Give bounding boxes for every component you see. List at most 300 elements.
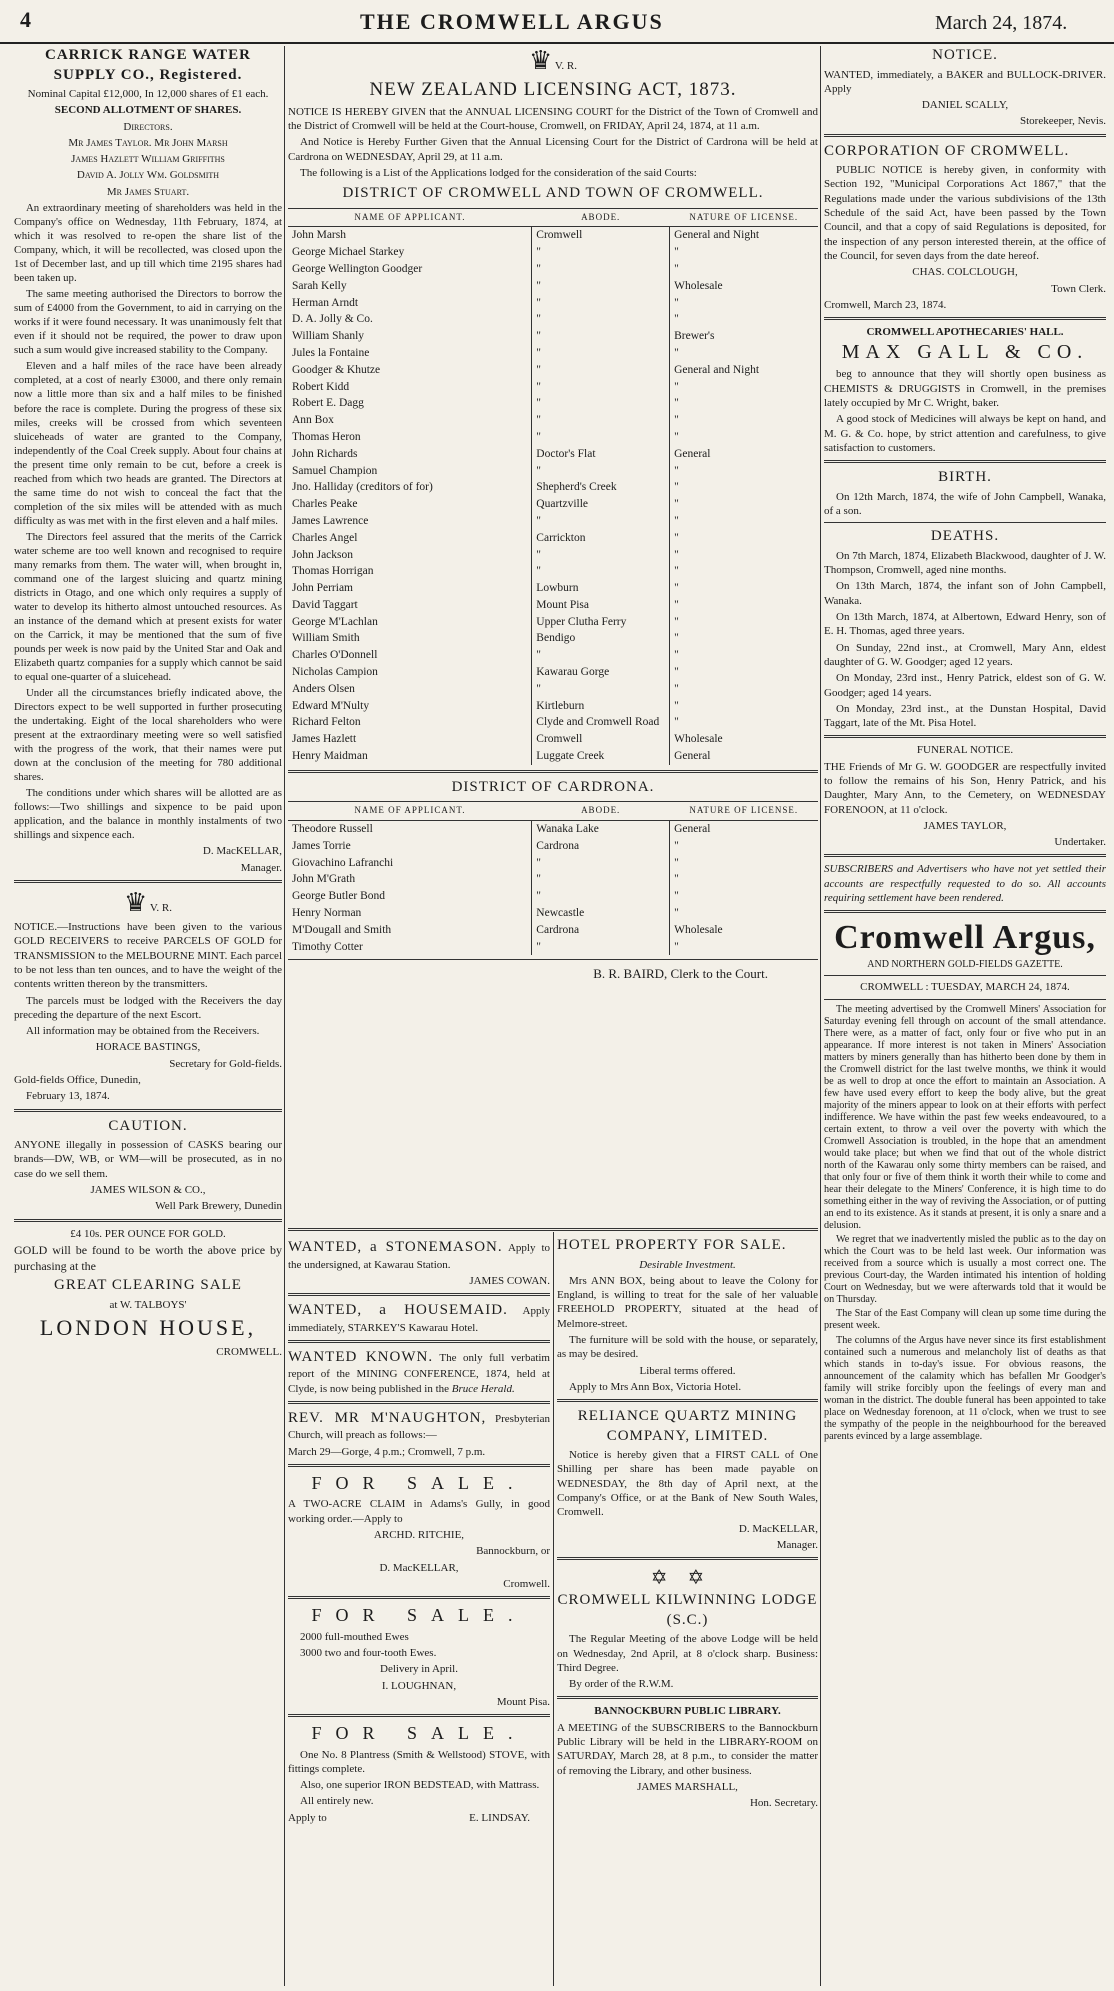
- caution-signature: JAMES WILSON & CO.,: [90, 1184, 206, 1197]
- forsale-line: 2000 full-mouthed Ewes: [300, 1630, 409, 1643]
- cell-nature: Wholesale: [670, 922, 818, 939]
- cell-abode: Mount Pisa: [532, 597, 670, 614]
- hotel-text: Apply to Mrs Ann Box, Victoria Hotel.: [569, 1380, 742, 1393]
- divider: [288, 1464, 550, 1467]
- forsale-text: A TWO-ACRE CLAIM in Adams's Gully, in good working order.—Apply to: [288, 1498, 550, 1525]
- talboys: at W. TALBOYS': [109, 1298, 187, 1311]
- table-row: [288, 261, 818, 278]
- wanted-text: Apply immediately, STARKEY'S Kawarau Hotel.: [288, 1305, 550, 1334]
- table-row: [288, 681, 818, 698]
- col-header: ABODE.: [532, 802, 670, 821]
- crest-letters: V. R.: [149, 902, 172, 915]
- corp-heading: CORPORATION OF CROMWELL.: [824, 142, 1070, 159]
- cell-nature: ": [670, 547, 818, 564]
- cell-abode: ": [532, 939, 670, 956]
- table-row: [288, 547, 818, 564]
- carrick-allotment: SECOND ALLOTMENT OF SHARES.: [54, 104, 242, 117]
- forsale-heading: FOR SALE.: [311, 1473, 527, 1494]
- cell-name: George Butler Bond: [292, 890, 386, 903]
- carrick-paragraph: Eleven and a half miles of the race have been already completed, at a cost of nearly £3000, and there only remain now a little more than six and a half miles to be finished before the race is complete. During the progress of these six miles, creeks will be crossed from which seventeen sluiceheads of water are granted to the Company, independently of the Coal Creek supply. About four chains at the present time only remain to be cut, before a creek is reached from which two heads are granted. The Directors at the same time do not wish to conceal the fact that the completion of the six miles will be attended with as much difficulty as was met with in the first eleven and a half miles.: [14, 360, 282, 527]
- cell-abode: ": [532, 647, 670, 664]
- forsale-text: One No. 8 Plantress (Smith & Wellstood) STOVE, with fittings complete.: [288, 1748, 550, 1775]
- cell-abode: ": [532, 328, 670, 345]
- cell-abode: Cromwell: [532, 227, 670, 244]
- cell-name: Timothy Cotter: [292, 940, 363, 953]
- notice-heading: NOTICE.: [932, 47, 998, 63]
- wanted-text: Apply to the undersigned, at Kawarau Station.: [288, 1242, 550, 1271]
- library-text: A MEETING of the SUBSCRIBERS to the Bannockburn Public Library will be held in the LIBRARY-ROOM on SATURDAY, March 28, at 8 p.m., to consider the matter of removing the Library, and other business.: [557, 1721, 818, 1777]
- cell-abode: ": [532, 563, 670, 580]
- forsale-apply: [288, 1811, 550, 1825]
- cell-abode: ": [532, 871, 670, 888]
- apoth-heading: CROMWELL APOTHECARIES' HALL.: [866, 326, 1064, 339]
- kilwinning-text: The Regular Meeting of the above Lodge will be held on Wednesday, 2nd April, at 8 o'clock sharp. Business: Third Degree.: [557, 1633, 818, 1674]
- death-item: On 7th March, 1874, Elizabeth Blackwood, daughter of J. W. Thompson, Cromwell, aged nine months.: [824, 549, 1106, 577]
- cell-name: Herman Arndt: [292, 296, 359, 309]
- editorial-paragraph: The meeting advertised by the Cromwell Miners' Association for Saturday evening fell through on account of the small attendance. There were, as a matter of fact, only four or five who put in an appearance. If more interest is not taken in Miners' Association matters by miners generally than has hitherto been done by them in the Cromwell district for the last twelve months, we think it would be as well to drop at once the effort to maintain an Association. A few have used every effort to keep the body alive, but the great majority of the miners appear to look on at their efforts with perfect indifference. We have within the past few weeks endeavoured, to a certain extent, to throw a veil over the poverty with which the Cromwell Association is troubled, in the hope that an amendment would take place; but when we find that out of the whole district north of the Kawarau only some thirty members can be raised, and that only four or five of them think it worth their while to come and hear their delegate to the Miners' Conference, it is high time to do something either in the way of reviving the Association, or of putting an end to its existence. As it stands at present, it is only a snare and a delusion.: [824, 1003, 1106, 1232]
- table-row: [288, 227, 818, 244]
- cell-abode: ": [532, 345, 670, 362]
- column-rule: [284, 46, 285, 1986]
- table-row: [288, 244, 818, 261]
- cell-name: John Marsh: [292, 229, 346, 242]
- hotel-sub: Desirable Investment.: [639, 1258, 736, 1271]
- table-row: [288, 311, 818, 328]
- argus-sub: AND NORTHERN GOLD-FIELDS GAZETTE.: [867, 959, 1063, 971]
- cell-name: Henry Maidman: [292, 750, 368, 763]
- col-header: NAME OF APPLICANT.: [288, 208, 532, 227]
- table-row: [288, 838, 818, 855]
- director-line: Mr James Stuart.: [106, 185, 190, 198]
- table-row: [288, 821, 818, 838]
- cell-abode: ": [532, 362, 670, 379]
- licensing-title: NEW ZEALAND LICENSING ACT, 1873.: [369, 79, 737, 100]
- cell-nature: ": [670, 412, 818, 429]
- cell-nature: ": [670, 513, 818, 530]
- cell-abode: Newcastle: [532, 905, 670, 922]
- forsale-line: 3000 two and four-tooth Ewes.: [300, 1646, 437, 1659]
- forsale-heading: FOR SALE.: [311, 1605, 527, 1626]
- wanted-housemaid: [288, 1301, 550, 1335]
- divider: [288, 1714, 550, 1717]
- table-row: [288, 530, 818, 547]
- cell-name: George M'Lachlan: [292, 615, 378, 628]
- editorial-paragraph: The Star of the East Company will clean up some time during the present week.: [824, 1308, 1106, 1332]
- cell-abode: ": [532, 855, 670, 872]
- corp-signature: CHAS. COLCLOUGH,: [912, 266, 1018, 279]
- cell-abode: Quartzville: [532, 496, 670, 513]
- cell-nature: ": [670, 647, 818, 664]
- paper-title: THE CROMWELL ARGUS: [360, 9, 664, 34]
- wanted-heading: WANTED, a HOUSEMAID.: [288, 1302, 508, 1319]
- cell-name: Jno. Halliday (creditors of for): [292, 481, 433, 494]
- cell-name: Robert Kidd: [292, 380, 350, 393]
- cell-nature: ": [670, 463, 818, 480]
- cell-name: Samuel Champion: [292, 464, 378, 477]
- wanted-known: [288, 1348, 550, 1396]
- cell-nature: ": [670, 429, 818, 446]
- forsale-sign: I. LOUGHNAN,: [381, 1679, 457, 1692]
- cell-name: George Michael Starkey: [292, 246, 405, 259]
- crest-letters: V. R.: [554, 60, 577, 72]
- forsale-sign: D. MacKELLAR,: [379, 1561, 459, 1574]
- cell-abode: ": [532, 513, 670, 530]
- cell-nature: Brewer's: [670, 328, 818, 345]
- wanted-text: The only full verbatim report of the MINING CONFERENCE, 1874, held at Clyde, is now being published in the: [288, 1351, 550, 1395]
- cell-nature: ": [670, 530, 818, 547]
- col-header: NATURE OF LICENSE.: [670, 208, 818, 227]
- table-row: [288, 395, 818, 412]
- forsale-sign: Bannockburn, or: [476, 1545, 550, 1558]
- cell-nature: ": [670, 871, 818, 888]
- royal-crest: [14, 888, 282, 918]
- cell-abode: ": [532, 412, 670, 429]
- reliance-signature: D. MacKELLAR,: [738, 1522, 818, 1535]
- caution-notice: [14, 1117, 282, 1214]
- director-line: James Hazlett William Griffiths: [71, 153, 225, 166]
- col-header: NAME OF APPLICANT.: [288, 802, 532, 821]
- cell-name: John Perriam: [292, 582, 354, 595]
- cell-nature: ": [670, 261, 818, 278]
- apoth-text: A good stock of Medicines will always be kept on hand, and M. G. & Co. hope, by strict attention and carefulness, to give satisfaction to customers.: [824, 413, 1106, 454]
- paper-name: Bruce Herald.: [451, 1382, 515, 1395]
- apoth-text: beg to announce that they will shortly open business as CHEMISTS & DRUGGISTS in Cromwell, in the premises lately occupied by Mr C. Wright, baker.: [824, 368, 1106, 410]
- carrick-advert: [14, 46, 282, 875]
- royal-crest: [288, 46, 818, 76]
- cell-name: Jules la Fontaine: [292, 346, 370, 359]
- col-header: ABODE.: [532, 208, 670, 227]
- cell-abode: ": [532, 395, 670, 412]
- cell-name: Theodore Russell: [292, 823, 373, 836]
- cell-nature: ": [670, 496, 818, 513]
- table-row: [288, 479, 818, 496]
- directors-heading: Directors.: [123, 120, 173, 133]
- cell-name: Charles Angel: [292, 531, 358, 544]
- death-item: On 13th March, 1874, the infant son of John Campbell, Wanaka.: [824, 580, 1106, 607]
- cell-nature: Wholesale: [670, 731, 818, 748]
- london-text: GOLD will be found to be worth the above price by purchasing at the: [14, 1242, 282, 1273]
- table-row: [288, 748, 818, 765]
- divider: [824, 460, 1106, 463]
- cell-abode: ": [532, 681, 670, 698]
- cell-nature: ": [670, 939, 818, 956]
- cell-nature: ": [670, 905, 818, 922]
- funeral-text: THE Friends of Mr G. W. GOODGER are respectfully invited to follow the remains of his Son, Henry Patrick, and his Daughter, Mary Ann, to the Cemetery, on WEDNESDAY FORENOON, at 11 o'clock.: [824, 760, 1106, 816]
- table-row: [288, 563, 818, 580]
- cell-abode: ": [532, 311, 670, 328]
- cell-name: Thomas Horrigan: [292, 565, 374, 578]
- reliance-text: Notice is hereby given that a FIRST CALL of One Shilling per share has been made payable on WEDNESDAY, the 8th day of April next, at the Company's Office, or at the Bank of New South Wales, Cromwell.: [557, 1449, 818, 1519]
- divider: [557, 1557, 818, 1560]
- london-house-advert: [14, 1227, 282, 1359]
- table-row: [288, 905, 818, 922]
- table-row: [288, 379, 818, 396]
- cell-nature: ": [670, 580, 818, 597]
- wanted-heading: WANTED, a STONEMASON.: [288, 1239, 503, 1255]
- cell-nature: General and Night: [670, 227, 818, 244]
- cell-abode: Clyde and Cromwell Road: [532, 714, 670, 731]
- corp-role: Town Clerk.: [1051, 282, 1106, 295]
- divider: [557, 1399, 818, 1402]
- masthead: [0, 0, 1114, 44]
- hotel-text: Liberal terms offered.: [639, 1364, 736, 1377]
- cell-nature: ": [670, 597, 818, 614]
- reliance-role: Manager.: [776, 1538, 818, 1551]
- director-line: Mr James Taylor. Mr John Marsh: [68, 136, 228, 149]
- gold-signature: HORACE BASTINGS,: [95, 1041, 201, 1054]
- cell-nature: ": [670, 698, 818, 715]
- gold-notice: [14, 888, 282, 1104]
- cell-abode: Bendigo: [532, 630, 670, 647]
- divider: [14, 880, 282, 883]
- cell-name: Charles O'Donnell: [292, 649, 378, 662]
- cell-name: David Taggart: [292, 598, 358, 611]
- cell-name: D. A. Jolly & Co.: [292, 313, 373, 326]
- caution-place: Well Park Brewery, Dunedin: [155, 1200, 282, 1213]
- death-item: On Monday, 23rd inst., at the Dunstan Hospital, David Taggart, late of the Mt. Pisa Hotel.: [824, 702, 1106, 730]
- cell-name: Anders Olsen: [292, 682, 355, 695]
- caution-heading: CAUTION.: [108, 1117, 188, 1134]
- cell-abode: ": [532, 547, 670, 564]
- cell-abode: Wanaka Lake: [532, 821, 670, 838]
- table-row: [288, 580, 818, 597]
- cell-name: John Jackson: [292, 548, 354, 561]
- cell-nature: General and Night: [670, 362, 818, 379]
- forsale-sign: E. LINDSAY.: [469, 1811, 530, 1824]
- cell-name: James Torrie: [292, 839, 351, 852]
- cell-abode: Carrickton: [532, 530, 670, 547]
- gold-office: Gold-fields Office, Dunedin,: [14, 1074, 141, 1087]
- cell-nature: ": [670, 838, 818, 855]
- table-row: [288, 714, 818, 731]
- funeral-signature: JAMES TAYLOR,: [923, 819, 1007, 832]
- rev-notice: [288, 1409, 550, 1443]
- divider: [557, 1696, 818, 1699]
- cell-name: Robert E. Dagg: [292, 397, 364, 410]
- cell-nature: ": [670, 855, 818, 872]
- cell-abode: ": [532, 379, 670, 396]
- carrick-capital: Nominal Capital £12,000, In 12,000 shares of £1 each.: [27, 88, 269, 100]
- divider: [14, 1219, 282, 1222]
- crown-icon: ♛: [124, 888, 148, 918]
- gold-notice-text: NOTICE.—Instructions have been given to the various GOLD RECEIVERS to receive PARCELS OF GOLD for TRANSMISSION to the MELBOURNE MINT. Each parcel to be not less than ten ounces, and to have the weight of the contents written thereon by the transmitters.: [14, 921, 282, 991]
- licensing-notice-text: And Notice is Hereby Further Given that the Annual Licensing Court for the District of Cardrona will be held at Cardrona on WEDNESDAY, April 29, at 11 a.m.: [288, 136, 818, 163]
- divider: [824, 522, 1106, 523]
- deaths-heading: DEATHS.: [930, 528, 1000, 545]
- death-item: On Sunday, 22nd inst., at Cromwell, Mary Ann, eldest daughter of G. W. Goodger; aged 12 years.: [824, 641, 1106, 668]
- table-row: [288, 328, 818, 345]
- reliance-heading: RELIANCE QUARTZ MINING COMPANY, LIMITED.: [577, 1408, 798, 1444]
- table-row: [288, 922, 818, 939]
- table-row: [288, 412, 818, 429]
- column-right: [824, 46, 1106, 1986]
- cell-abode: Shepherd's Creek: [532, 479, 670, 496]
- masonic-emblems: [557, 1565, 818, 1591]
- table-row: [288, 597, 818, 614]
- cell-abode: Kawarau Gorge: [532, 664, 670, 681]
- compass-icon: ✡: [650, 1567, 688, 1590]
- forsale-place: Mount Pisa.: [496, 1695, 550, 1708]
- clerk-signature: B. R. BAIRD, Clerk to the Court.: [593, 966, 768, 982]
- cell-name: William Shanly: [292, 330, 365, 343]
- carrick-role: Manager.: [240, 861, 282, 874]
- notice-text: WANTED, immediately, a BAKER and BULLOCK-DRIVER. Apply: [824, 68, 1106, 95]
- forsale-sign: Cromwell.: [503, 1577, 550, 1590]
- cell-abode: ": [532, 463, 670, 480]
- forsale-text: Also, one superior IRON BEDSTEAD, with Mattrass.: [300, 1779, 540, 1792]
- cell-nature: ": [670, 664, 818, 681]
- licensing-notice-text: The following is a List of the Applications lodged for the consideration of the said Courts:: [300, 166, 697, 179]
- hotel-text: Mrs ANN BOX, being about to leave the Colony for England, is willing to treat for the sale of her valuable FREEHOLD PROPERTY, situated at the head of Melmore-street.: [557, 1274, 818, 1330]
- table-row: [288, 278, 818, 295]
- gold-notice-text: The parcels must be lodged with the Receivers the day preceding the departure of the next Escort.: [14, 994, 282, 1021]
- carrick-signature: D. MacKELLAR,: [202, 845, 282, 858]
- clearing-sale: GREAT CLEARING SALE: [54, 1277, 242, 1294]
- forsale-line: Delivery in April.: [380, 1663, 458, 1676]
- cell-name: William Smith: [292, 632, 360, 645]
- wanted-signature: JAMES COWAN.: [469, 1274, 550, 1287]
- director-line: David A. Jolly Wm. Goldsmith: [76, 169, 220, 182]
- divider: [824, 975, 1106, 976]
- cell-nature: ": [670, 379, 818, 396]
- cell-name: John Richards: [292, 447, 358, 460]
- cell-nature: ": [670, 714, 818, 731]
- cell-name: Richard Felton: [292, 716, 361, 729]
- table-row: [288, 630, 818, 647]
- cell-name: Nicholas Campion: [292, 666, 378, 679]
- cell-name: Charles Peake: [292, 498, 358, 511]
- table-row: [288, 345, 818, 362]
- cell-name: James Hazlett: [292, 733, 357, 746]
- cell-abode: ": [532, 244, 670, 261]
- hotel-text: The furniture will be sold with the house, or separately, as may be desired.: [557, 1333, 818, 1361]
- district-heading: DISTRICT OF CROMWELL AND TOWN OF CROMWELL.: [342, 185, 764, 202]
- cell-nature: General: [670, 821, 818, 838]
- kilwinning-heading: CROMWELL KILWINNING LODGE (S.C.): [557, 1592, 818, 1628]
- editorial-paragraph: The columns of the Argus have never since its first establishment contained such a numerous and melancholy list of deaths as that which stands in to-day's issue. For obvious reasons, the announcement of the calamity which has befallen Mr Goodger's family will strike forcibly upon the feelings of every man and woman in the district. The double funeral has been appointed to take place on Wednesday forenoon, at 11 o'clock, when we trust to see the sympathy of the people in the neighbourhood for the bereaved parents evinced by a large assemblage.: [824, 1334, 1106, 1442]
- cell-abode: Lowburn: [532, 580, 670, 597]
- cell-nature: ": [670, 630, 818, 647]
- wanted-stonemason: [288, 1238, 550, 1272]
- col-header: NATURE OF LICENSE.: [670, 802, 818, 821]
- cell-name: Henry Norman: [292, 907, 362, 920]
- column-rule: [553, 1232, 554, 1986]
- funeral-role: Undertaker.: [1054, 836, 1106, 849]
- table-row: [288, 614, 818, 631]
- table-row: [288, 513, 818, 530]
- forsale-sign: ARCHD. RITCHIE,: [373, 1529, 465, 1542]
- cell-nature: ": [670, 681, 818, 698]
- table-row: [288, 429, 818, 446]
- cell-nature: ": [670, 479, 818, 496]
- compass-icon: ✡: [687, 1567, 725, 1590]
- divider: [288, 770, 818, 773]
- column-mid-left: [288, 1236, 550, 1986]
- carrick-paragraph: The same meeting authorised the Directors to borrow the sum of £4000 from the Government, to aid in carrying on the works if it were found necessary. It was unanimously felt that even if it should not be required, the power to draw upon such a sum would give increased stability to the Company.: [14, 288, 282, 357]
- divider: [288, 959, 818, 960]
- cell-abode: Doctor's Flat: [532, 446, 670, 463]
- table-row: [288, 698, 818, 715]
- cell-name: Giovachino Lafranchi: [292, 856, 394, 869]
- editorial-paragraph: We regret that we inadvertently misled the public as to the day on which the Court was to be held last week. Our information was received from a source which is usually a most correct one. The previous Court-day, the Warden intimated his intention of holding Court on Wednesday, but we were afterwards told that it would be on Thursday.: [824, 1234, 1106, 1306]
- gold-date: February 13, 1874.: [26, 1090, 110, 1103]
- cell-name: Thomas Heron: [292, 430, 361, 443]
- birth-heading: BIRTH.: [938, 469, 992, 486]
- gold-notice-text: All information may be obtained from the Receivers.: [26, 1025, 260, 1038]
- cell-nature: ": [670, 311, 818, 328]
- cell-abode: ": [532, 261, 670, 278]
- divider: [288, 1228, 818, 1231]
- table-row: [288, 463, 818, 480]
- issue-date: March 24, 1874.: [935, 12, 1068, 34]
- cell-nature: ": [670, 345, 818, 362]
- cell-name: Sarah Kelly: [292, 279, 347, 292]
- table-row: [288, 855, 818, 872]
- cell-nature: ": [670, 244, 818, 261]
- cell-name: Ann Box: [292, 414, 334, 427]
- divider: [14, 1109, 282, 1112]
- divider: [824, 317, 1106, 320]
- cell-nature: General: [670, 446, 818, 463]
- subscribers-notice: SUBSCRIBERS and Advertisers who have not yet settled their accounts are respectfully requested to do so. All accounts requiring settlement have been rendered.: [824, 863, 1106, 905]
- cell-name: Edward M'Nulty: [292, 699, 370, 712]
- gold-price-heading: £4 10s. PER OUNCE FOR GOLD.: [70, 1227, 226, 1240]
- death-item: On Monday, 23rd inst., Henry Patrick, eldest son of G. W. Goodger; aged 14 years.: [824, 672, 1106, 699]
- cell-abode: ": [532, 278, 670, 295]
- table-row: [288, 664, 818, 681]
- library-role: Hon. Secretary.: [749, 1797, 818, 1810]
- library-heading: BANNOCKBURN PUBLIC LIBRARY.: [594, 1705, 781, 1718]
- hotel-heading: HOTEL PROPERTY FOR SALE.: [557, 1237, 787, 1253]
- cell-name: Goodger & Khutze: [292, 363, 381, 376]
- cell-nature: ": [670, 563, 818, 580]
- notice-signature: DANIEL SCALLY,: [921, 99, 1009, 112]
- funeral-heading: FUNERAL NOTICE.: [916, 744, 1014, 757]
- divider: [288, 1293, 550, 1296]
- carrick-paragraph: An extraordinary meeting of shareholders was held in the Company's office on Wednesday, 11th February, 1874, at which it was resolved to re-open the share list of the Company, which, it will be recollected, was closed upon the 1st of December last, and up till which time 2195 shares had been taken up.: [14, 202, 282, 285]
- applications-table: [288, 208, 818, 765]
- cell-name: M'Dougall and Smith: [292, 923, 392, 936]
- cell-abode: ": [532, 888, 670, 905]
- divider: [824, 854, 1106, 857]
- divider: [288, 1401, 550, 1404]
- cell-nature: ": [670, 295, 818, 312]
- crown-icon: ♛: [529, 46, 553, 75]
- forsale-heading: FOR SALE.: [311, 1723, 527, 1744]
- cell-abode: Upper Clutha Ferry: [532, 614, 670, 631]
- table-row: [288, 939, 818, 956]
- divider: [824, 735, 1106, 738]
- cell-abode: Kirtleburn: [532, 698, 670, 715]
- apoth-name: MAX GALL & CO.: [841, 341, 1089, 364]
- cell-abode: Cardrona: [532, 838, 670, 855]
- table-row: [288, 888, 818, 905]
- table-row: [288, 731, 818, 748]
- page-number: 4: [20, 7, 31, 32]
- cell-nature: ": [670, 888, 818, 905]
- cell-nature: ": [670, 395, 818, 412]
- column-left: [14, 46, 282, 1986]
- cell-nature: ": [670, 614, 818, 631]
- licensing-notice-text: NOTICE IS HEREBY GIVEN that the ANNUAL LICENSING COURT for the District of the Town of Cromwell and the District of Cromwell will be held at the Court-house, Cromwell, on FRIDAY, April 24, 1874, at 11 a.m.: [288, 105, 818, 132]
- divider: [824, 910, 1106, 913]
- table-row: [288, 295, 818, 312]
- cell-abode: Cromwell: [532, 731, 670, 748]
- table-row: [288, 871, 818, 888]
- birth-text: On 12th March, 1874, the wife of John Campbell, Wanaka, of a son.: [824, 490, 1106, 518]
- cell-abode: ": [532, 295, 670, 312]
- table-row: [288, 362, 818, 379]
